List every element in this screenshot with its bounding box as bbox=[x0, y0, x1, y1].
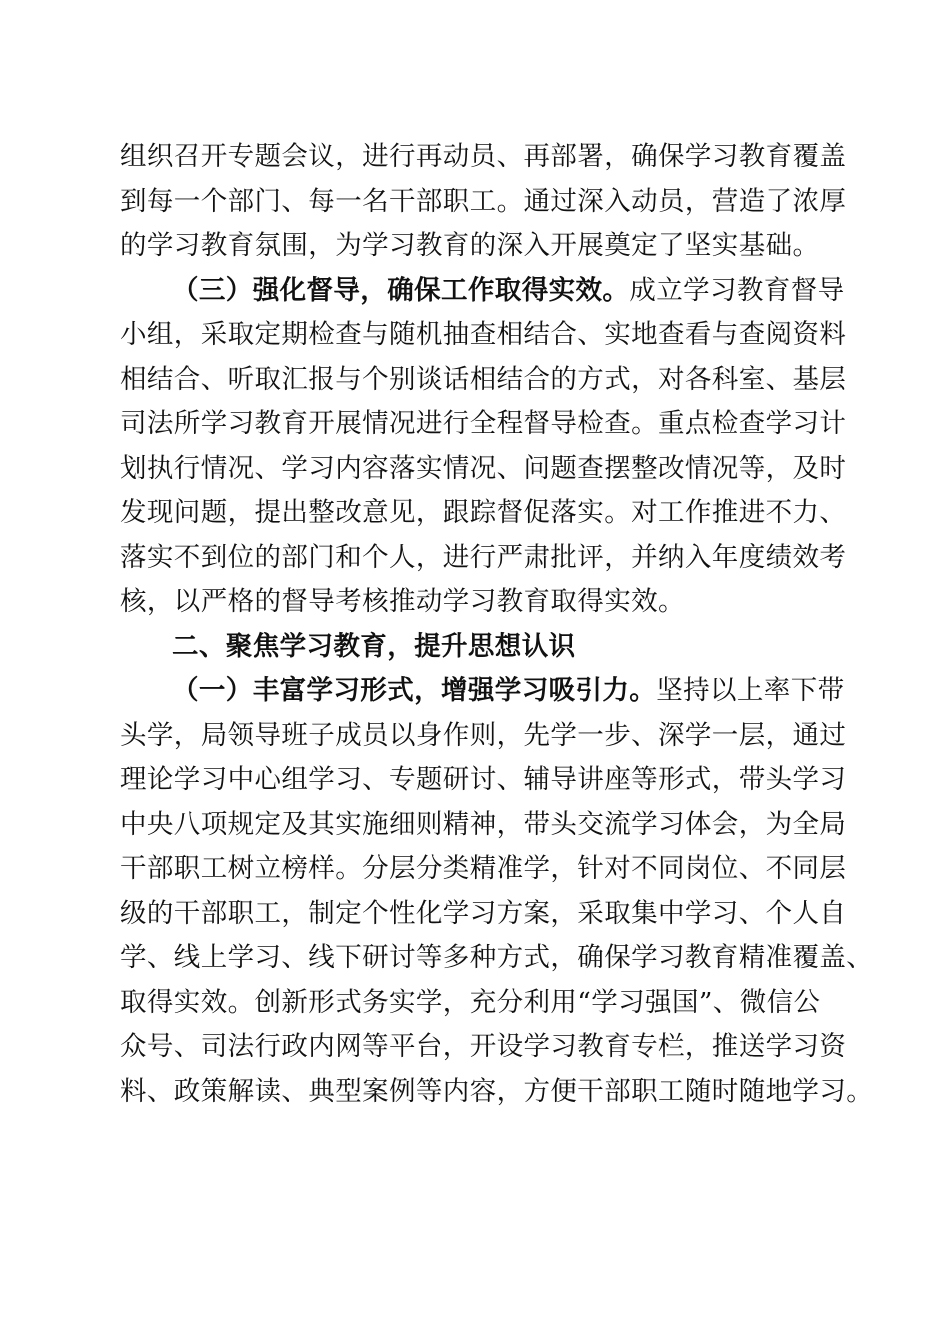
section-heading: 二、聚焦学习教育，提升思想认识 bbox=[172, 630, 576, 662]
subsection-heading: （一）丰富学习形式，增强学习吸引力。 bbox=[172, 675, 657, 706]
text-line: 司法所学习教育开展情况进行全程督导检查。重点检查学习计 bbox=[120, 408, 847, 439]
text-line: 到每一个部门、每一名干部职工。通过深入动员，营造了浓厚 bbox=[120, 185, 847, 217]
text-line: 头学，局领导班子成员以身作则，先学一步、深学一层，通过 bbox=[120, 719, 847, 751]
text-line: 学、线上学习、线下研讨等多种方式，确保学习教育精准覆盖、 bbox=[120, 942, 874, 973]
text-line: 小组，采取定期检查与随机抽查相结合、实地查看与查阅资料 bbox=[120, 319, 847, 350]
text-line: 的学习教育氛围，为学习教育的深入开展奠定了坚实基础。 bbox=[120, 230, 820, 261]
text-line: 取得实效。创新形式务实学，充分利用“学习强国”、微信公 bbox=[120, 986, 821, 1018]
paragraph-first-line bbox=[172, 676, 845, 706]
text-line: 相结合、听取汇报与个别谈话相结合的方式，对各科室、基层 bbox=[120, 363, 847, 395]
text-line: 众号、司法行政内网等平台，开设学习教育专栏，推送学习资 bbox=[120, 1031, 847, 1062]
text-line: 落实不到位的部门和个人，进行严肃批评，并纳入年度绩效考 bbox=[120, 541, 847, 573]
text-span: 成立学习教育督导 bbox=[629, 274, 845, 306]
text-span: 坚持以上率下带 bbox=[656, 675, 845, 706]
subsection-heading: （三）强化督导，确保工作取得实效。 bbox=[172, 274, 630, 306]
text-line: 级的干部职工，制定个性化学习方案，采取集中学习、个人自 bbox=[120, 897, 847, 929]
paragraph-first-line bbox=[172, 276, 845, 306]
text-line: 划执行情况、学习内容落实情况、问题查摆整改情况等，及时 bbox=[120, 452, 847, 484]
text-line: 中央八项规定及其实施细则精神，带头交流学习体会，为全局 bbox=[120, 808, 847, 840]
text-line: 干部职工树立榜样。分层分类精准学，针对不同岗位、不同层 bbox=[120, 853, 847, 884]
text-line: 理论学习中心组学习、专题研讨、辅导讲座等形式，带头学习 bbox=[120, 764, 847, 795]
text-line: 发现问题，提出整改意见，跟踪督促落实。对工作推进不力、 bbox=[120, 497, 847, 528]
text-line: 组织召开专题会议，进行再动员、再部署，确保学习教育覆盖 bbox=[120, 141, 847, 172]
text-line: 料、政策解读、典型案例等内容，方便干部职工随时随地学习。 bbox=[120, 1075, 874, 1107]
text-line: 核，以严格的督导考核推动学习教育取得实效。 bbox=[120, 586, 685, 617]
